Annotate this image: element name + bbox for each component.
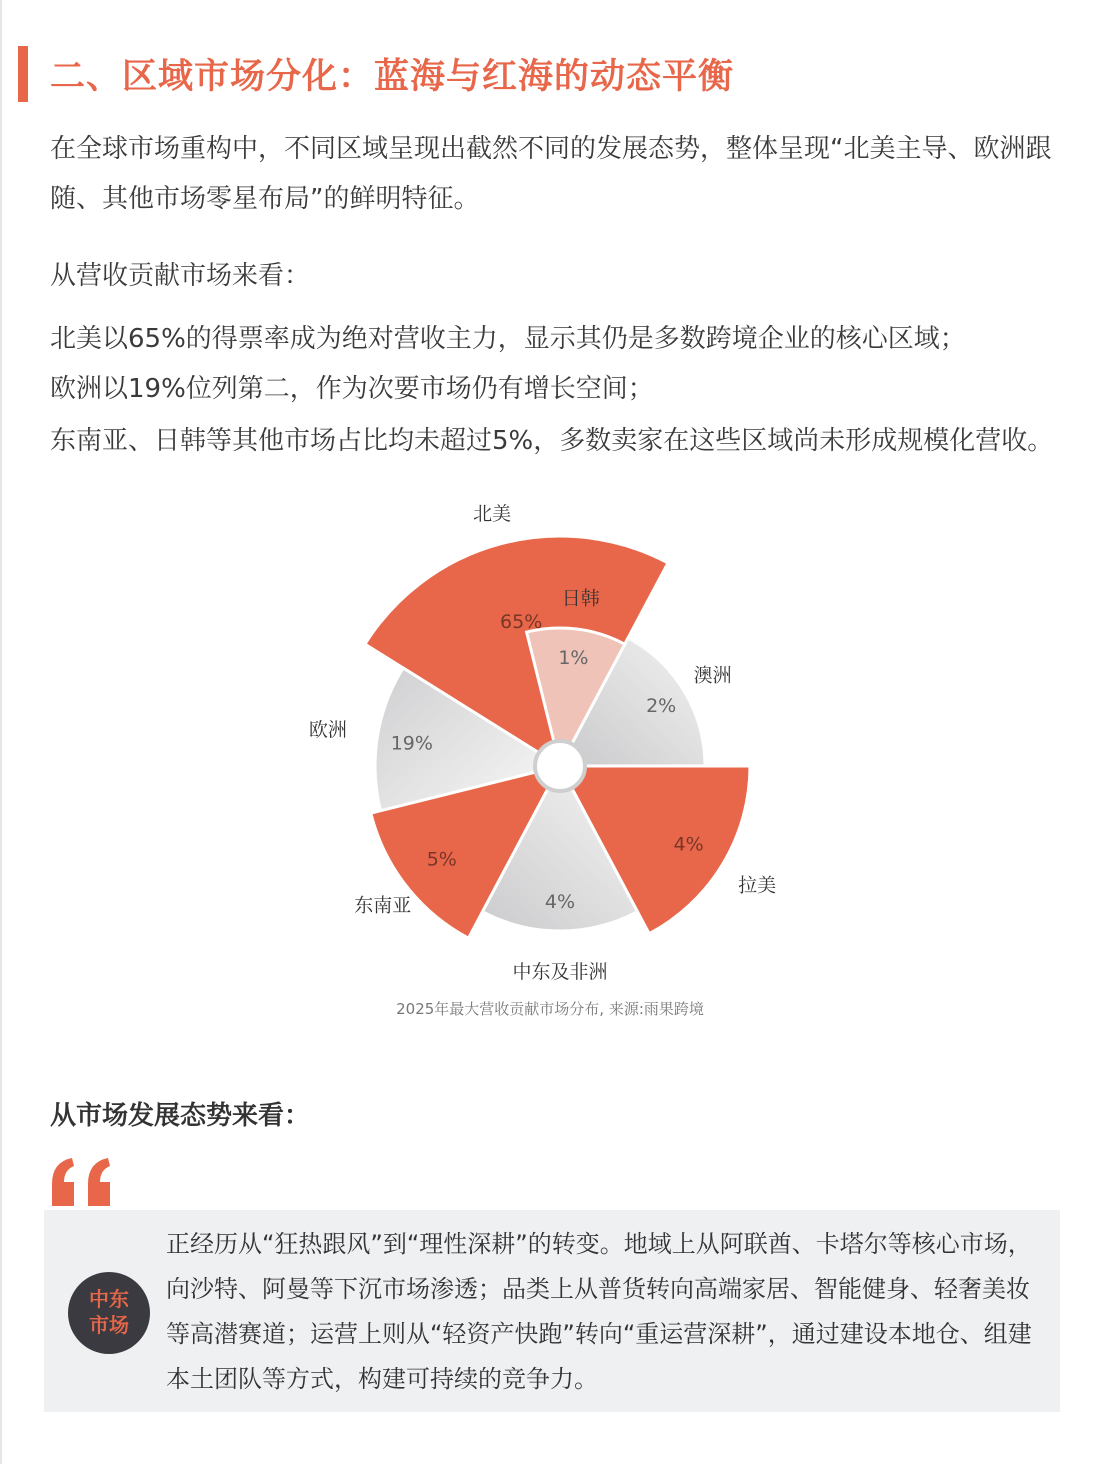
revenue-point-1: 北美以65%的得票率成为绝对营收主力，显示其仍是多数跨境企业的核心区域； xyxy=(50,324,966,354)
pie-value-label: 19% xyxy=(390,732,433,755)
pie-value-label: 65% xyxy=(500,611,543,634)
region-badge xyxy=(68,1272,150,1354)
intro-paragraph: 在全球市场重构中，不同区域呈现出截然不同的发展态势，整体呈现“北美主导、欧洲跟随、其他市场零星布局”的鲜明特征。 xyxy=(50,134,1052,214)
revenue-point-3: 东南亚、日韩等其他市场占比均未超过5%，多数卖家在这些区域尚未形成规模化营收。 xyxy=(50,426,1054,456)
market-pie-chart xyxy=(240,502,840,990)
trend-heading: 从市场发展态势来看： xyxy=(50,1101,311,1131)
pie-category-label: 日韩 xyxy=(561,587,600,610)
pie-category-label: 中东及非洲 xyxy=(512,961,608,983)
revenue-point-2: 欧洲以19%位列第二，作为次要市场仍有增长空间； xyxy=(50,374,654,404)
trend-quote-text: 正经历从“狂热跟风”到“理性深耕”的转变。地域上从阿联酋、卡塔尔等核心市场，向沙特、阿曼等下沉市场渗透；品类上从普货转向高端家居、智能健身、轻奢美妆等高潜赛道；运营上则从“轻资产快跑”转向“重运营深耕”，通过建设本地仓、组建本土团队等方式，构建可持续的竞争力。 xyxy=(166,1230,1032,1393)
pie-category-label: 欧洲 xyxy=(308,719,347,742)
heading-accent-bar xyxy=(18,46,28,102)
section-title: 二、区域市场分化：蓝海与红海的动态平衡 xyxy=(50,57,735,97)
quote-mark-icon xyxy=(42,1148,122,1218)
pie-value-label: 4% xyxy=(544,891,576,913)
pie-category-label: 拉美 xyxy=(738,874,777,897)
section-heading xyxy=(18,46,734,102)
chart-caption: 2025年最大营收贡献市场分布, 来源:雨果跨境 xyxy=(396,1000,704,1018)
pie-value-label: 5% xyxy=(426,848,457,871)
pie-value-label: 4% xyxy=(673,833,704,856)
left-border xyxy=(0,0,2,1464)
region-badge-text: 中东 市场 xyxy=(89,1287,129,1337)
pie-value-label: 2% xyxy=(646,695,677,718)
pie-value-label: 1% xyxy=(558,646,589,669)
revenue-heading: 从营收贡献市场来看： xyxy=(50,261,311,291)
pie-center-hole xyxy=(535,741,585,791)
pie-category-label: 东南亚 xyxy=(354,894,412,917)
pie-category-label: 北美 xyxy=(473,502,512,525)
pie-category-label: 澳洲 xyxy=(693,664,732,687)
